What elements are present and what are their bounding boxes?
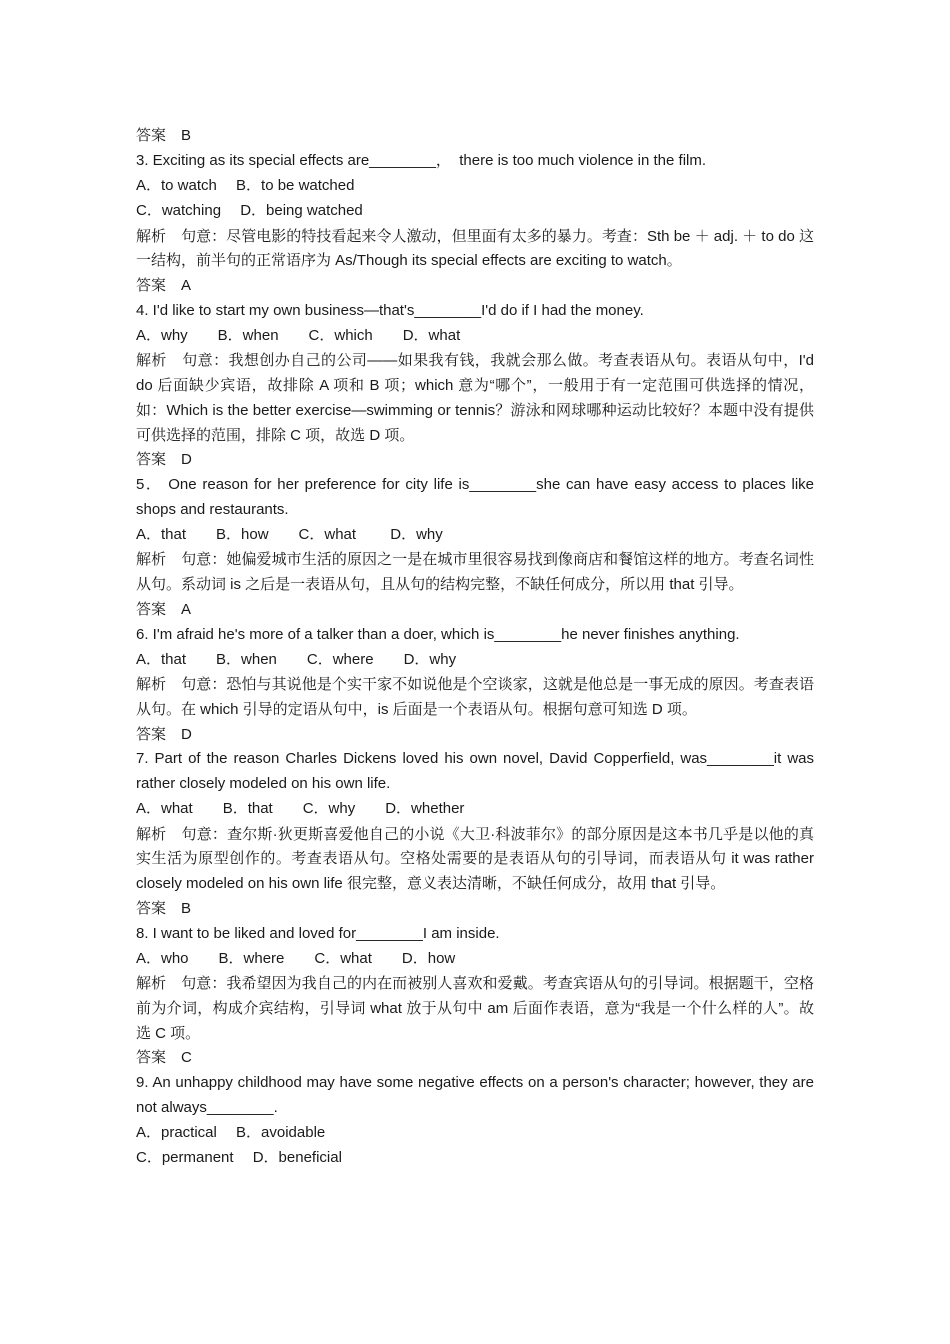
answer-line: 答案 C <box>136 1049 192 1067</box>
answer-line: 答案 D <box>136 725 192 743</box>
question-9: 9. An unhappy childhood may have some negative effects on a person's character; however, they are not always________. <box>136 1074 814 1116</box>
question-4: 4. I'd like to start my own business—that's________I'd do if I had the money. <box>136 301 644 319</box>
question-8: 8. I want to be liked and loved for________I am inside. <box>136 924 500 942</box>
question-7: 7. Part of the reason Charles Dickens loved his own novel, David Copperfield, was________it was rather closely modeled on his own life. <box>136 750 814 793</box>
options-line: A．to watch B．to be watched <box>136 176 355 194</box>
answer-line: 答案 A <box>136 277 192 295</box>
explanation-7: 解析 句意：查尔斯·狄更斯喜爱他自己的小说《大卫·科波菲尔》的部分原因是这本书几乎是以他的真实生活为原型创作的。考查表语从句。空格处需要的是表语从句的引导词，而表语从句 it was rather closely modeled on his own life 很完整，意义表达清晰，不缺任何成分，故用 that 引导。 <box>136 825 814 893</box>
question-5: 5． One reason for her preference for city life is________she can have easy access to places like shops and restaurants. <box>136 476 814 519</box>
answer-line: 答案 A <box>136 600 192 618</box>
explanation-3: 解析 句意：尽管电影的特技看起来令人激动，但里面有太多的暴力。考查：Sth be ＋ adj. ＋ to do 这一结构，前半句的正常语序为 As/Though its special effects are exciting to watch。 <box>136 227 814 270</box>
explanation-6: 解析 句意：恐怕与其说他是个实干家不如说他是个空谈家，这就是他总是一事无成的原因。考查表语从句。在 which 引导的定语从句中，is 后面是一个表语从句。根据句意可知选 D 项。 <box>136 676 814 718</box>
options-line: C．watching D．being watched <box>136 202 363 220</box>
options-line: A．what B．that C．why D．whether <box>136 800 465 818</box>
document-body <box>136 124 814 1172</box>
question-6: 6. I'm afraid he's more of a talker than a doer, which is________he never finishes anything. <box>136 625 740 643</box>
options-line: A．that B．how C．what D．why <box>136 525 443 543</box>
options-line: A．that B．when C．where D．why <box>136 650 457 668</box>
explanation-8: 解析 句意：我希望因为我自己的内在而被别人喜欢和爱戴。考查宾语从句的引导词。根据题干，空格前为介词，构成介宾结构，引导词 what 放于从句中 am 后面作表语，意为“我是一个什么样的人”。故选 C 项。 <box>136 975 814 1042</box>
answer-line: 答案 D <box>136 451 192 469</box>
options-line: A．who B．where C．what D．how <box>136 949 456 967</box>
options-line: C．permanent D．beneficial <box>136 1149 342 1167</box>
answer-line: 答案 B <box>136 127 192 144</box>
options-line: A．why B．when C．which D．what <box>136 326 461 344</box>
explanation-5: 解析 句意：她偏爱城市生活的原因之一是在城市里很容易找到像商店和餐馆这样的地方。考查名词性从句。系动词 is 之后是一表语从句，且从句的结构完整，不缺任何成分，所以用 that 引导。 <box>136 551 814 594</box>
answer-line: 答案 B <box>136 899 192 917</box>
explanation-4: 解析 句意：我想创办自己的公司——如果我有钱，我就会那么做。考查表语从句。表语从句中，I'd do 后面缺少宾语，故排除 A 项和 B 项；which 意为“哪个”，一般用于有一定范围可供选择的情况，如：Which is the better exercise—swimming or tennis？游泳和网球哪种运动比较好？本题中没有提供可供选择的范围，排除 C 项，故选 D 项。 <box>136 352 814 444</box>
options-line: A．practical B．avoidable <box>136 1123 326 1141</box>
question-3: 3. Exciting as its special effects are________， there is too much violence in the film. <box>136 151 707 169</box>
